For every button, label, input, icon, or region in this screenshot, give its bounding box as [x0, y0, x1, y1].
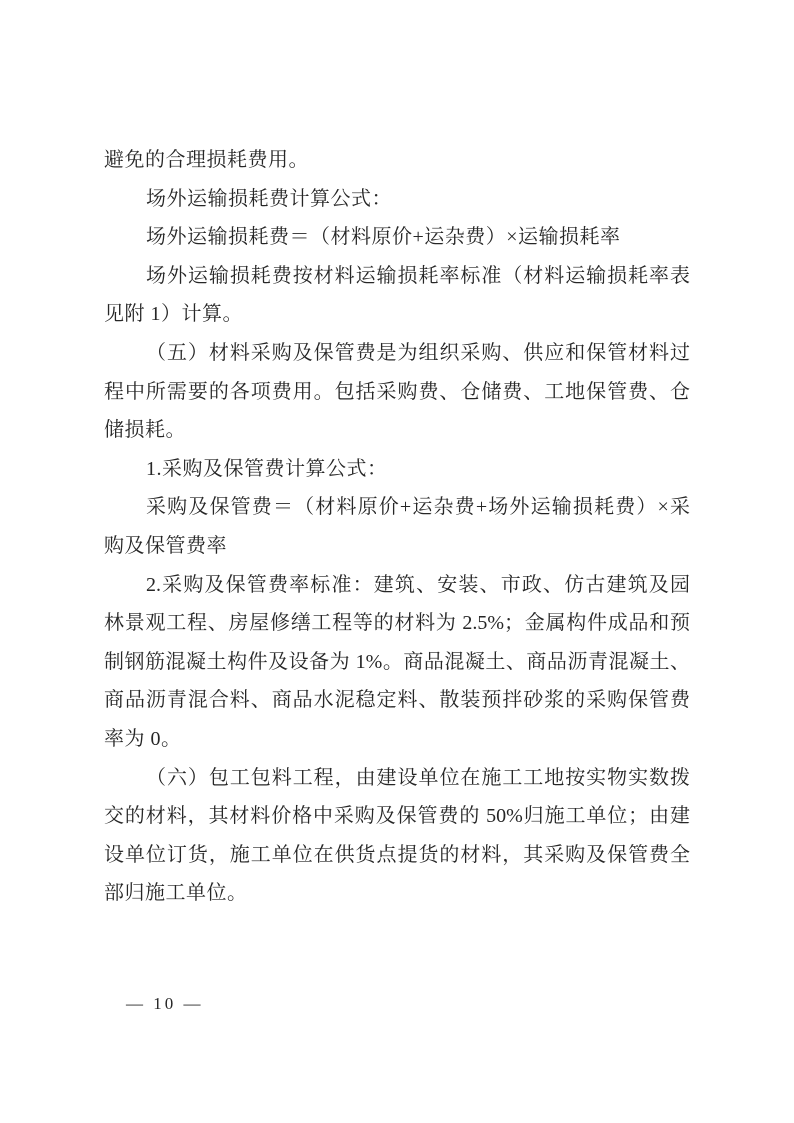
text-line: 制钢筋混凝土构件及设备为 1%。商品混凝土、商品沥青混凝土、 — [104, 650, 690, 673]
text-line: 避免的合理损耗费用。 — [104, 149, 309, 171]
text-line: （五）材料采购及保管费是为组织采购、供应和保管材料过 — [146, 341, 690, 364]
text-line: 林景观工程、房屋修缮工程等的材料为 2.5%；金属构件成品和预 — [104, 612, 690, 635]
text-line: 购及保管费率 — [104, 534, 227, 557]
page-number: — 10 — — [126, 994, 204, 1013]
document-body — [104, 141, 690, 913]
text-line: 设单位订货，施工单位在供货点提货的材料，其采购及保管费全 — [104, 843, 690, 866]
text-line: 储损耗。 — [104, 419, 186, 442]
text-line: 部归施工单位。 — [104, 882, 248, 905]
text-line: 场外运输损耗费＝（材料原价+运杂费）×运输损耗率 — [146, 226, 621, 249]
text-line: 1.采购及保管费计算公式： — [146, 457, 388, 480]
text-line: 场外运输损耗费按材料运输损耗率标准（材料运输损耗率表 — [146, 264, 690, 287]
text-line: 商品沥青混合料、商品水泥稳定料、散装预拌砂浆的采购保管费 — [104, 689, 690, 712]
text-line: 交的材料，其材料价格中采购及保管费的 50%归施工单位；由建 — [104, 805, 690, 828]
text-line: 场外运输损耗费计算公式： — [146, 187, 392, 210]
text-line: 见附 1）计算。 — [104, 303, 243, 326]
text-line: 程中所需要的各项费用。包括采购费、仓储费、工地保管费、仓 — [104, 380, 690, 403]
text-line: （六）包工包料工程，由建设单位在施工工地按实物实数拨 — [146, 766, 690, 789]
text-line: 率为 0。 — [104, 727, 182, 750]
text-line: 2.采购及保管费率标准：建筑、安装、市政、仿古建筑及园 — [146, 573, 690, 596]
text-line: 采购及保管费＝（材料原价+运杂费+场外运输损耗费）×采 — [146, 496, 690, 519]
